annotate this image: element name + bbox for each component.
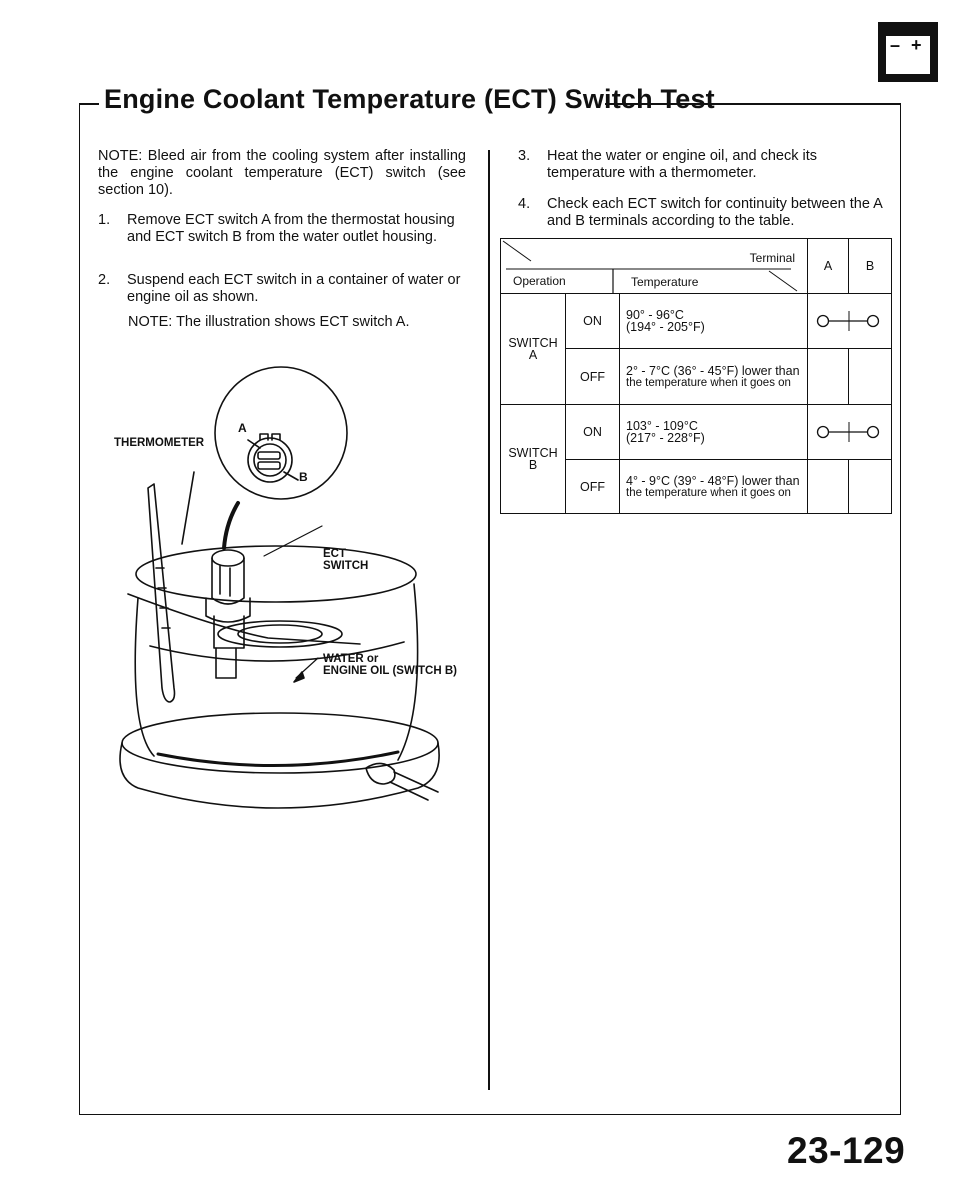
continuity-mark (808, 405, 892, 460)
state-on: ON (566, 294, 620, 349)
label-ect-switch: ECT SWITCH (323, 548, 369, 572)
header-col-a: A (808, 239, 849, 294)
header-operation: Operation (513, 274, 566, 288)
minus-sign: – (890, 35, 901, 55)
header-col-b: B (849, 239, 892, 294)
cell-b-empty (849, 349, 892, 405)
cell-b-empty (849, 460, 892, 514)
label-terminal-b: B (299, 470, 308, 484)
cell-a-empty (808, 349, 849, 405)
switch-a-cell: SWITCH A (501, 294, 566, 405)
label-water-oil: WATER or ENGINE OIL (SWITCH B) (323, 653, 457, 677)
battery-icon (878, 22, 938, 82)
step-number: 2. (98, 272, 111, 288)
continuity-table (500, 238, 892, 514)
step-number: 4. (518, 196, 531, 212)
ect-switch-test-illustration (98, 348, 488, 828)
switch-b-cell: SWITCH B (501, 405, 566, 514)
column-divider (488, 150, 490, 1090)
page-title: Engine Coolant Temperature (ECT) Switch Test (104, 84, 715, 114)
temperature-cell: 2° - 7°C (36° - 45°F) lower than the temperature when it goes on (620, 349, 808, 405)
header-temperature: Temperature (631, 275, 699, 289)
cell-a-empty (808, 460, 849, 514)
continuity-symbol-icon (809, 422, 891, 442)
label-thermometer: THERMOMETER (114, 437, 205, 449)
step-number: 3. (518, 148, 531, 164)
state-on: ON (566, 405, 620, 460)
step-text: Check each ECT switch for continuity between the A and B terminals according to the table. (547, 196, 883, 229)
continuity-mark (808, 294, 892, 349)
header-terminal: Terminal (749, 251, 795, 265)
note-illustration: NOTE: The illustration shows ECT switch A. (128, 314, 410, 330)
table-row (501, 405, 892, 460)
state-off: OFF (566, 349, 620, 405)
step-number: 1. (98, 212, 111, 228)
step-text: Heat the water or engine oil, and check its temperature with a thermometer. (547, 148, 818, 181)
temperature-cell: 103° - 109°C (217° - 228°F) (620, 405, 808, 460)
table-row (501, 294, 892, 349)
step-text: Remove ECT switch A from the thermostat housing and ECT switch B from the water outlet housing. (127, 212, 455, 245)
state-off: OFF (566, 460, 620, 514)
continuity-symbol-icon (809, 311, 891, 331)
plus-sign: + (911, 35, 922, 55)
page-number: 23-129 (787, 1130, 906, 1171)
note-top: NOTE: Bleed air from the cooling system after installing the engine coolant temperature (ECT) switch (see section 10). (98, 148, 466, 198)
step-text: Suspend each ECT switch in a container of water or engine oil as shown. (127, 272, 461, 305)
temperature-cell: 4° - 9°C (39° - 48°F) lower than the temperature when it goes on (620, 460, 808, 514)
table-header-diagonal (501, 239, 808, 294)
label-terminal-a: A (238, 421, 247, 435)
temperature-cell: 90° - 96°C (194° - 205°F) (620, 294, 808, 349)
